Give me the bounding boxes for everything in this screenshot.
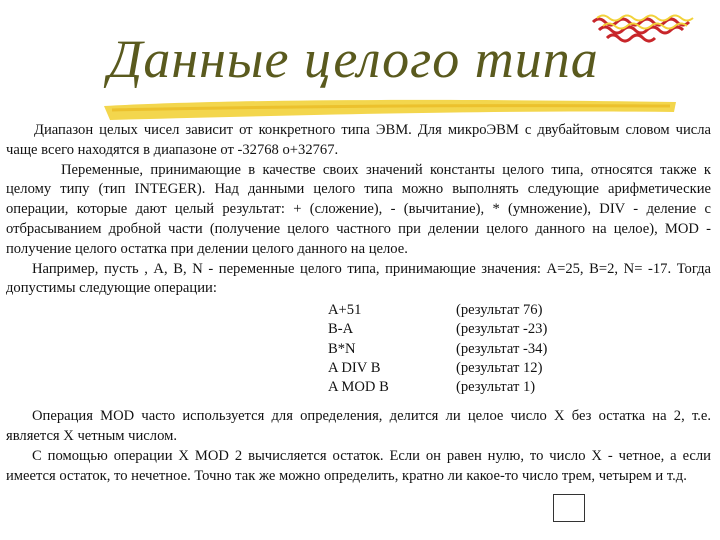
operation-row [6, 340, 711, 359]
paragraph-parity: С помощью операции X MOD 2 вычисляется остаток. Если он равен нулю, то число X - четное, а если имеется остаток, то нечетное. Точно так же можно определить, кратно ли какое-то число трем, четырем и т.д. [6, 447, 711, 484]
brush-stroke-underline [100, 96, 680, 122]
paragraph-mod-usage: Операция MOD часто используется для определения, делится ли целое число X без остатка на 2, т.е. является X четным числом. [6, 408, 711, 444]
operation-expression: A MOD B [328, 378, 389, 395]
operation-result: (результат -34) [456, 340, 548, 357]
operation-row [6, 320, 711, 339]
operation-expression: A DIV B [328, 359, 381, 376]
paragraph-example: Например, пусть , A, B, N - переменные целого типа, принимающие значения: A=25, B=2, N= -17. Тогда допустимы следующие операции: [6, 260, 711, 297]
operation-result: (результат 1) [456, 378, 536, 395]
navigation-button-icon[interactable] [553, 494, 585, 522]
operation-row [6, 301, 711, 320]
operation-row [6, 359, 711, 378]
slide-title: Данные целого типа [108, 29, 599, 89]
decorative-squiggle-logo-icon [585, 6, 715, 46]
operation-row [6, 378, 711, 397]
paragraph-range: Диапазон целых чисел зависит от конкретного типа ЭВМ. Для микроЭВМ с двубайтовым словом числа чаще всего находятся в диапазоне от -32768 о+32767. [6, 122, 711, 158]
operations-list [6, 301, 711, 397]
operation-expression: B-A [328, 321, 354, 338]
operation-result: (результат 76) [456, 302, 543, 319]
paragraph-operations: Переменные, принимающие в качестве своих значений константы целого типа, относятся также к целому типу (тип INTEGER). Над данными целого типа можно выполнять следующие арифметические операции, которые дают целый результат: + (сложение), - (вычитание), * (умножение), DIV - деление с отбрасыванием дробной части (получение целого частного при делении целого данного на целое), MOD - получение целого остатка при делении целого данного на целое. [6, 161, 711, 257]
operation-expression: A+51 [328, 302, 362, 319]
operation-result: (результат 12) [456, 359, 543, 376]
operation-expression: B*N [328, 340, 356, 357]
slide-body [6, 121, 711, 486]
operation-result: (результат -23) [456, 321, 548, 338]
